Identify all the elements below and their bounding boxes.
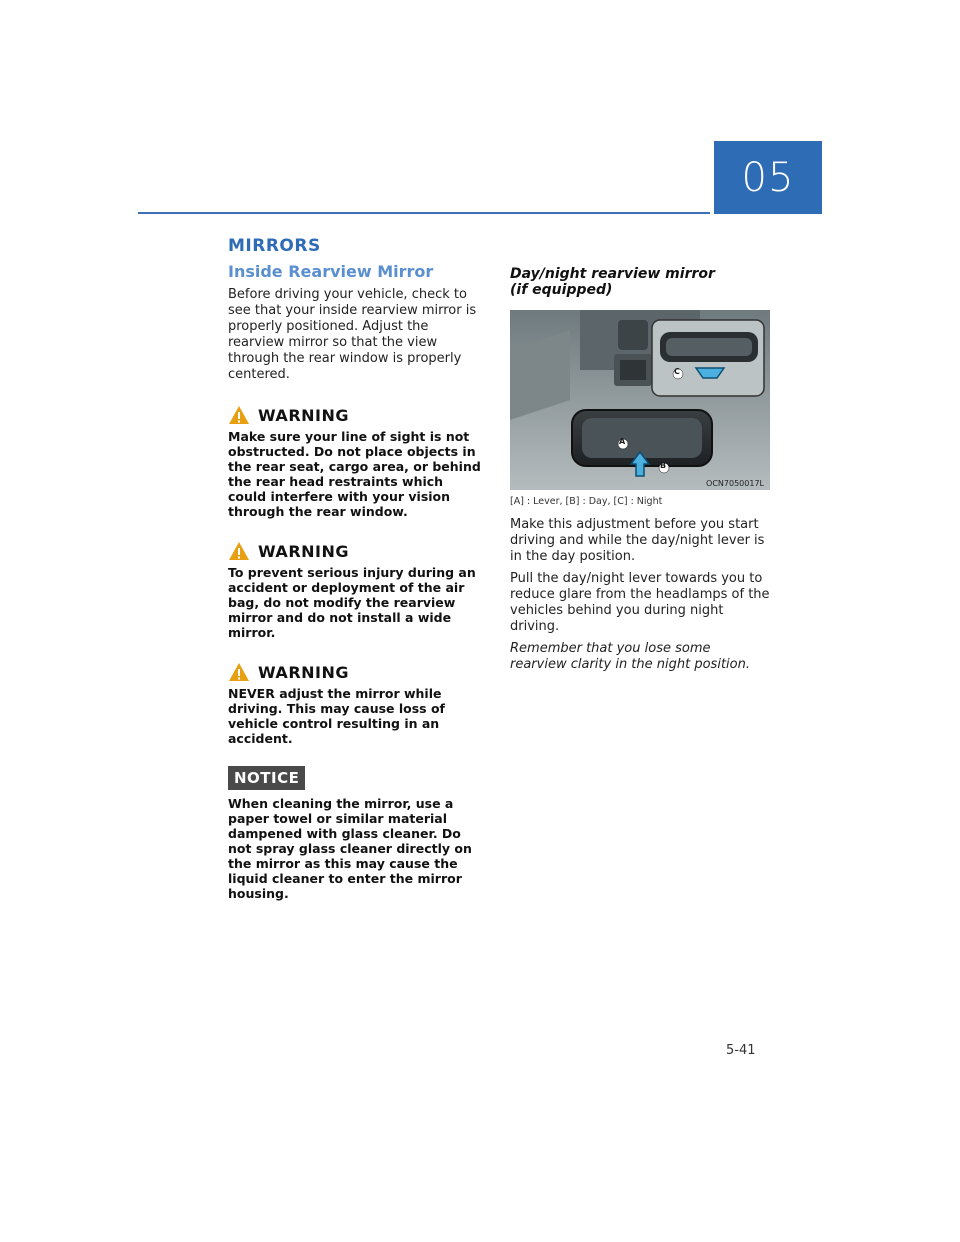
right-paragraph-1: Make this adjustment before you start driving and while the day/night lever is in the day position. xyxy=(510,517,765,564)
label-c: C xyxy=(674,367,680,376)
left-column xyxy=(228,236,484,901)
right-paragraph-3: Remember that you lose some rearview clarity in the night position. xyxy=(510,641,750,672)
warning-block-3 xyxy=(228,662,484,746)
warning-triangle-icon xyxy=(228,662,250,682)
notice-label: NOTICE xyxy=(228,766,305,790)
figure-title-line1: Day/night rearview mirror xyxy=(510,266,715,282)
chapter-tab: 05 xyxy=(714,141,822,214)
header-rule xyxy=(138,212,710,214)
right-column xyxy=(510,266,770,679)
notice-text: When cleaning the mirror, use a paper towel or similar material dampened with glass cleaner. Do not spray glass cleaner directly on the mirror as this may cause the liquid cleaner to enter the mirror housing. xyxy=(228,796,472,901)
mirror-illustration xyxy=(510,310,770,490)
warning-title: WARNING xyxy=(258,405,349,425)
label-b: B xyxy=(660,461,667,470)
figure-title-line2: (if equipped) xyxy=(510,282,613,298)
page-number: 5-41 xyxy=(726,1043,756,1058)
warning-title: WARNING xyxy=(258,541,349,561)
section-title: MIRRORS xyxy=(228,236,321,256)
figure-legend: [A] : Lever, [B] : Day, [C] : Night xyxy=(510,496,663,507)
warning-triangle-icon xyxy=(228,405,250,425)
warning-triangle-icon xyxy=(228,541,250,561)
warning-block-1 xyxy=(228,405,484,519)
figure-code: OCN7050017L xyxy=(706,479,764,488)
warning-text: To prevent serious injury during an accident or deployment of the air bag, do not modify the rearview mirror and do not install a wide mirror. xyxy=(228,565,476,640)
right-paragraph-2: Pull the day/night lever towards you to reduce glare from the headlamps of the vehicles behind you during night driving. xyxy=(510,571,770,634)
warning-text: NEVER adjust the mirror while driving. This may cause loss of vehicle control resulting in an accident. xyxy=(228,686,445,746)
warning-block-2 xyxy=(228,541,484,640)
intro-paragraph: Before driving your vehicle, check to see that your inside rearview mirror is properly positioned. Adjust the rearview mirror so that the view through the rear window is properly centered. xyxy=(228,287,477,382)
mirror-illustration-svg xyxy=(510,310,770,490)
warning-title: WARNING xyxy=(258,662,349,682)
label-a: A xyxy=(619,437,626,446)
subsection-title: Inside Rearview Mirror xyxy=(228,262,434,281)
figure-title xyxy=(510,266,770,298)
warning-text: Make sure your line of sight is not obstructed. Do not place objects in the rear seat, cargo area, or behind the rear head restraints which could interfere with your vision through the rear window. xyxy=(228,429,481,519)
